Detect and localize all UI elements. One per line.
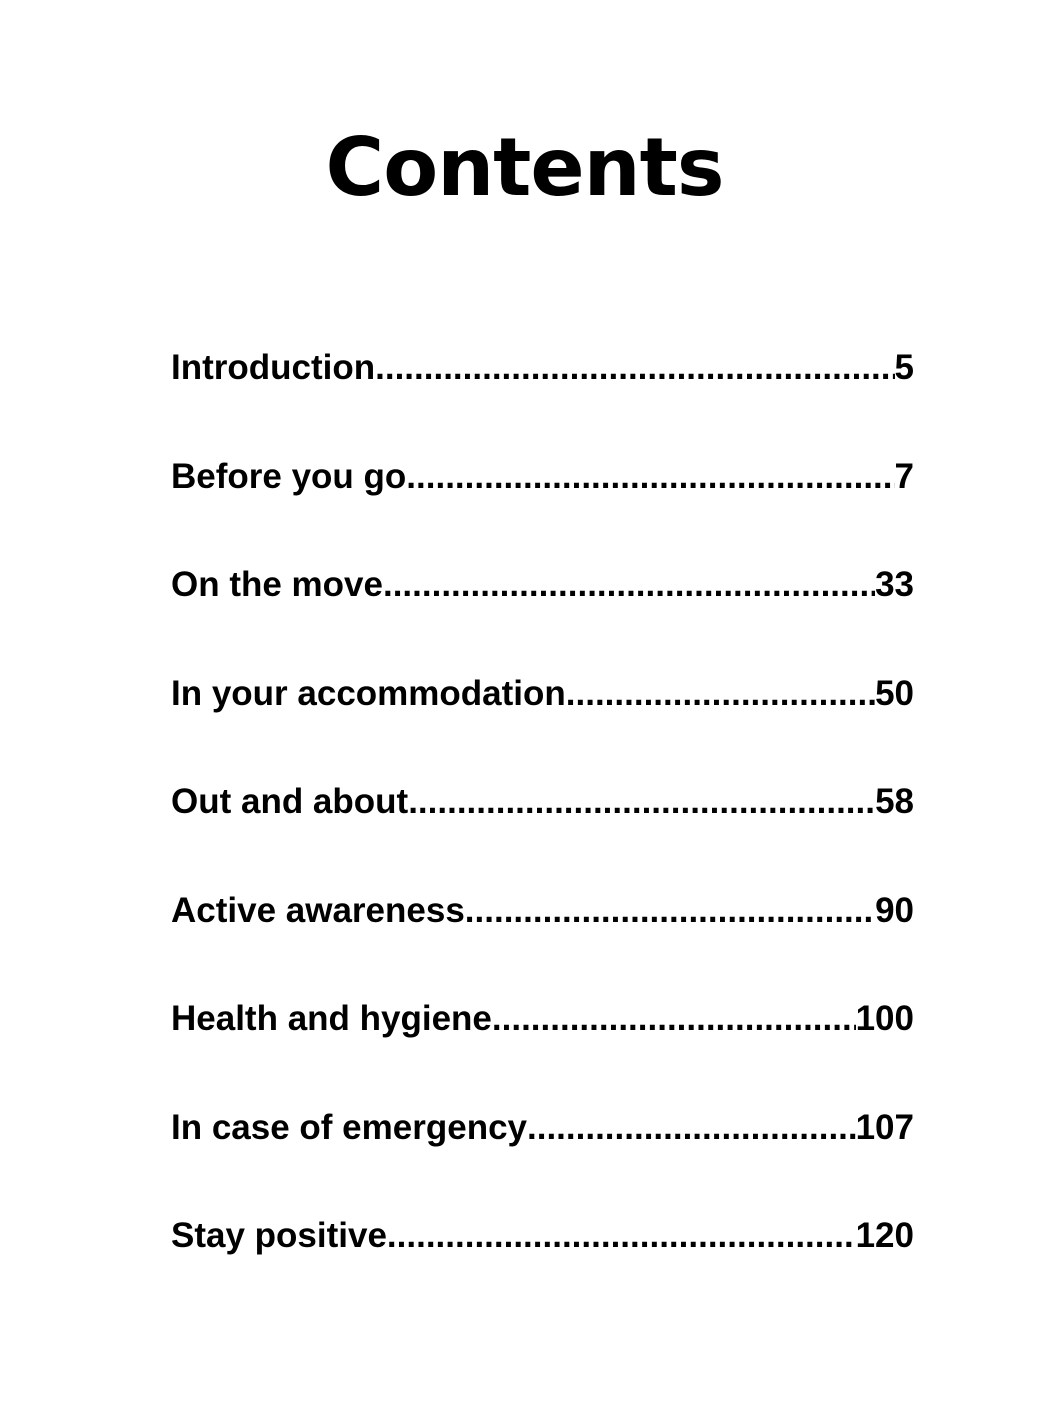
toc-entry-page-number: 7	[894, 456, 914, 496]
toc-entry-introduction[interactable]	[171, 338, 914, 447]
dot-leader	[408, 772, 875, 832]
toc-entry-label: Introduction	[171, 348, 376, 387]
dot-leader	[383, 555, 875, 615]
page-title: Contents	[325, 121, 724, 214]
toc-entry-label: Stay positive	[171, 1216, 387, 1255]
dot-leader	[406, 447, 894, 507]
toc-entry-label: In case of emergency	[171, 1107, 527, 1147]
toc-entry-stay-positive[interactable]	[171, 1206, 914, 1315]
toc-entry-page-number: 50	[875, 673, 914, 713]
toc-entry-label: On the move	[171, 565, 383, 604]
toc-entry-label: Active awareness	[171, 890, 465, 930]
dot-leader	[527, 1098, 856, 1158]
toc-entry-in-case-of-emergency[interactable]	[171, 1098, 914, 1207]
toc-entry-out-and-about[interactable]	[171, 772, 914, 881]
dot-leader	[387, 1206, 856, 1266]
toc-entry-on-the-move[interactable]	[171, 555, 914, 664]
toc-entry-page-number: 100	[855, 999, 914, 1038]
dot-leader	[492, 989, 856, 1049]
toc-entry-page-number: 5	[894, 348, 914, 387]
toc-entry-page-number: 58	[875, 782, 914, 821]
table-of-contents	[171, 338, 914, 1315]
toc-entry-label: Health and hygiene	[171, 999, 492, 1038]
toc-entry-health-and-hygiene[interactable]	[171, 989, 914, 1098]
toc-entry-page-number: 33	[875, 565, 914, 604]
dot-leader	[375, 338, 894, 398]
toc-entry-label: Out and about	[171, 782, 409, 821]
toc-entry-page-number: 90	[875, 890, 914, 930]
dot-leader	[566, 664, 875, 724]
toc-entry-label: In your accommodation	[171, 673, 566, 713]
toc-entry-active-awareness[interactable]	[171, 881, 914, 990]
toc-entry-before-you-go[interactable]	[171, 447, 914, 556]
toc-entry-in-your-accommodation[interactable]	[171, 664, 914, 773]
toc-entry-label: Before you go	[171, 456, 407, 496]
dot-leader	[465, 881, 875, 941]
toc-entry-page-number: 120	[855, 1216, 914, 1255]
toc-entry-page-number: 107	[855, 1107, 914, 1147]
